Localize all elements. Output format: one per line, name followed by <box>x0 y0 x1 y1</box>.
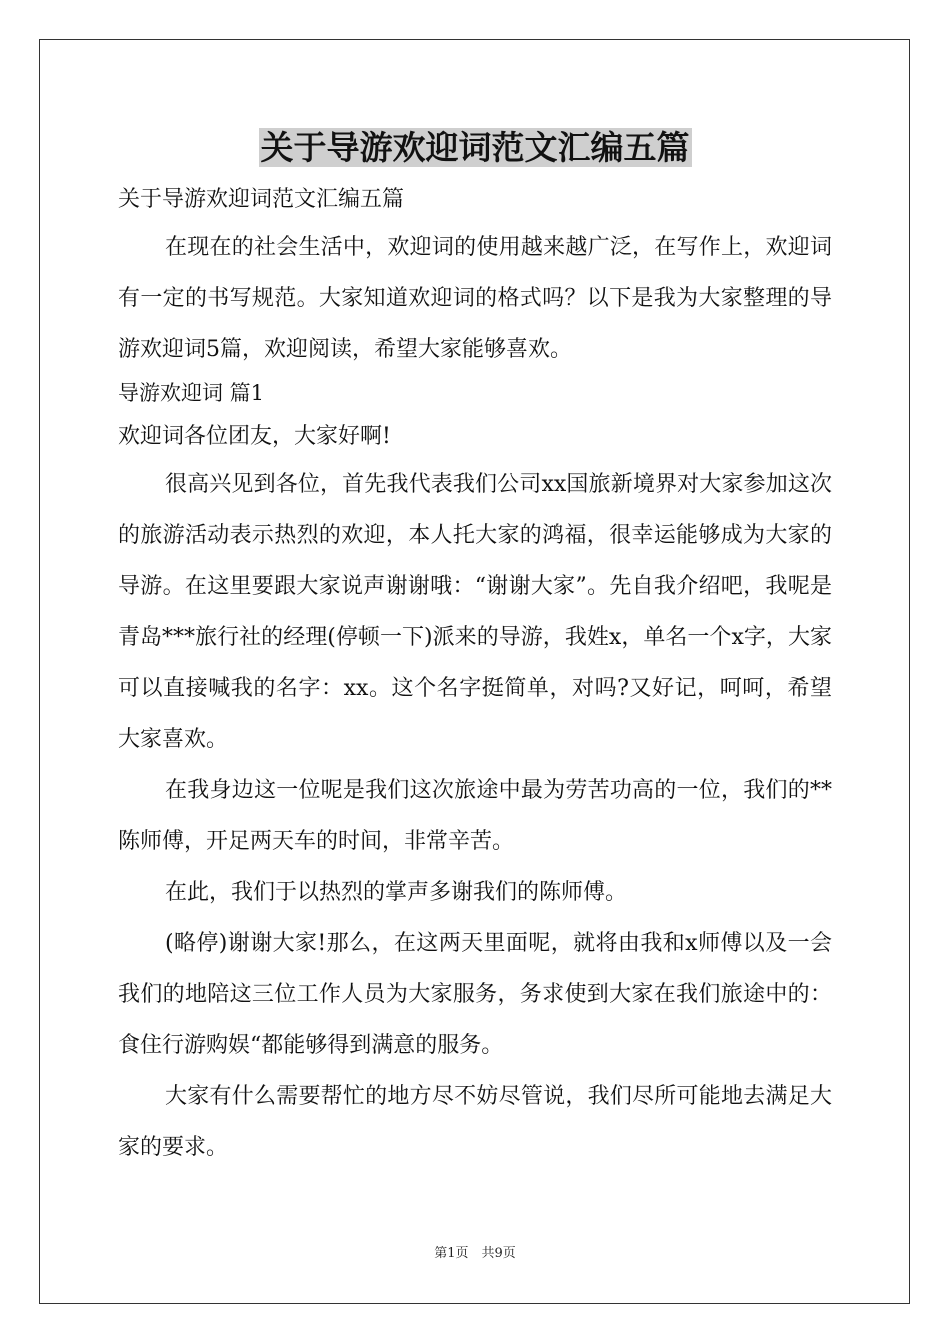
document-title-text: 关于导游欢迎词范文汇编五篇 <box>260 128 690 167</box>
section-heading: 导游欢迎词 篇1 <box>118 381 265 405</box>
page-footer: 第1页 共9页 <box>434 1246 516 1261</box>
document-body <box>118 181 832 1173</box>
body-paragraph-2: 在我身边这一位呢是我们这次旅途中最为劳苦功高的一位，我们的**陈师傅，开足两天车的时间，非常辛苦。 <box>118 778 832 854</box>
intro-paragraph: 在现在的社会生活中，欢迎词的使用越来越广泛，在写作上，欢迎词有一定的书写规范。大家知道欢迎词的格式吗？以下是我为大家整理的导游欢迎词5篇，欢迎阅读，希望大家能够喜欢。 <box>118 235 832 362</box>
body-paragraph-4: (略停)谢谢大家!那么，在这两天里面呢，就将由我和x师傅以及一会我们的地陪这三位工作人员为大家服务，务求使到大家在我们旅途中的：食住行游购娱“都能够得到满意的服务。 <box>118 931 832 1058</box>
document-title <box>0 126 950 170</box>
body-paragraph-3: 在此，我们于以热烈的掌声多谢我们的陈师傅。 <box>165 880 628 905</box>
body-paragraph-1: 很高兴见到各位，首先我代表我们公司xx国旅新境界对大家参加这次的旅游活动表示热烈的欢迎，本人托大家的鸿福，很幸运能够成为大家的导游。在这里要跟大家说声谢谢哦：“谢谢大家”。先自我介绍吧，我呢是青岛***旅行社的经理(停顿一下)派来的导游，我姓x，单名一个x字，大家可以直接喊我的名字：xx。这个名字挺简单，对吗?又好记，呵呵，希望大家喜欢。 <box>118 472 832 752</box>
greeting-line: 欢迎词各位团友，大家好啊! <box>118 424 391 449</box>
body-paragraph-5: 大家有什么需要帮忙的地方尽不妨尽管说，我们尽所可能地去满足大家的要求。 <box>118 1084 832 1160</box>
document-subtitle: 关于导游欢迎词范文汇编五篇 <box>118 187 405 212</box>
